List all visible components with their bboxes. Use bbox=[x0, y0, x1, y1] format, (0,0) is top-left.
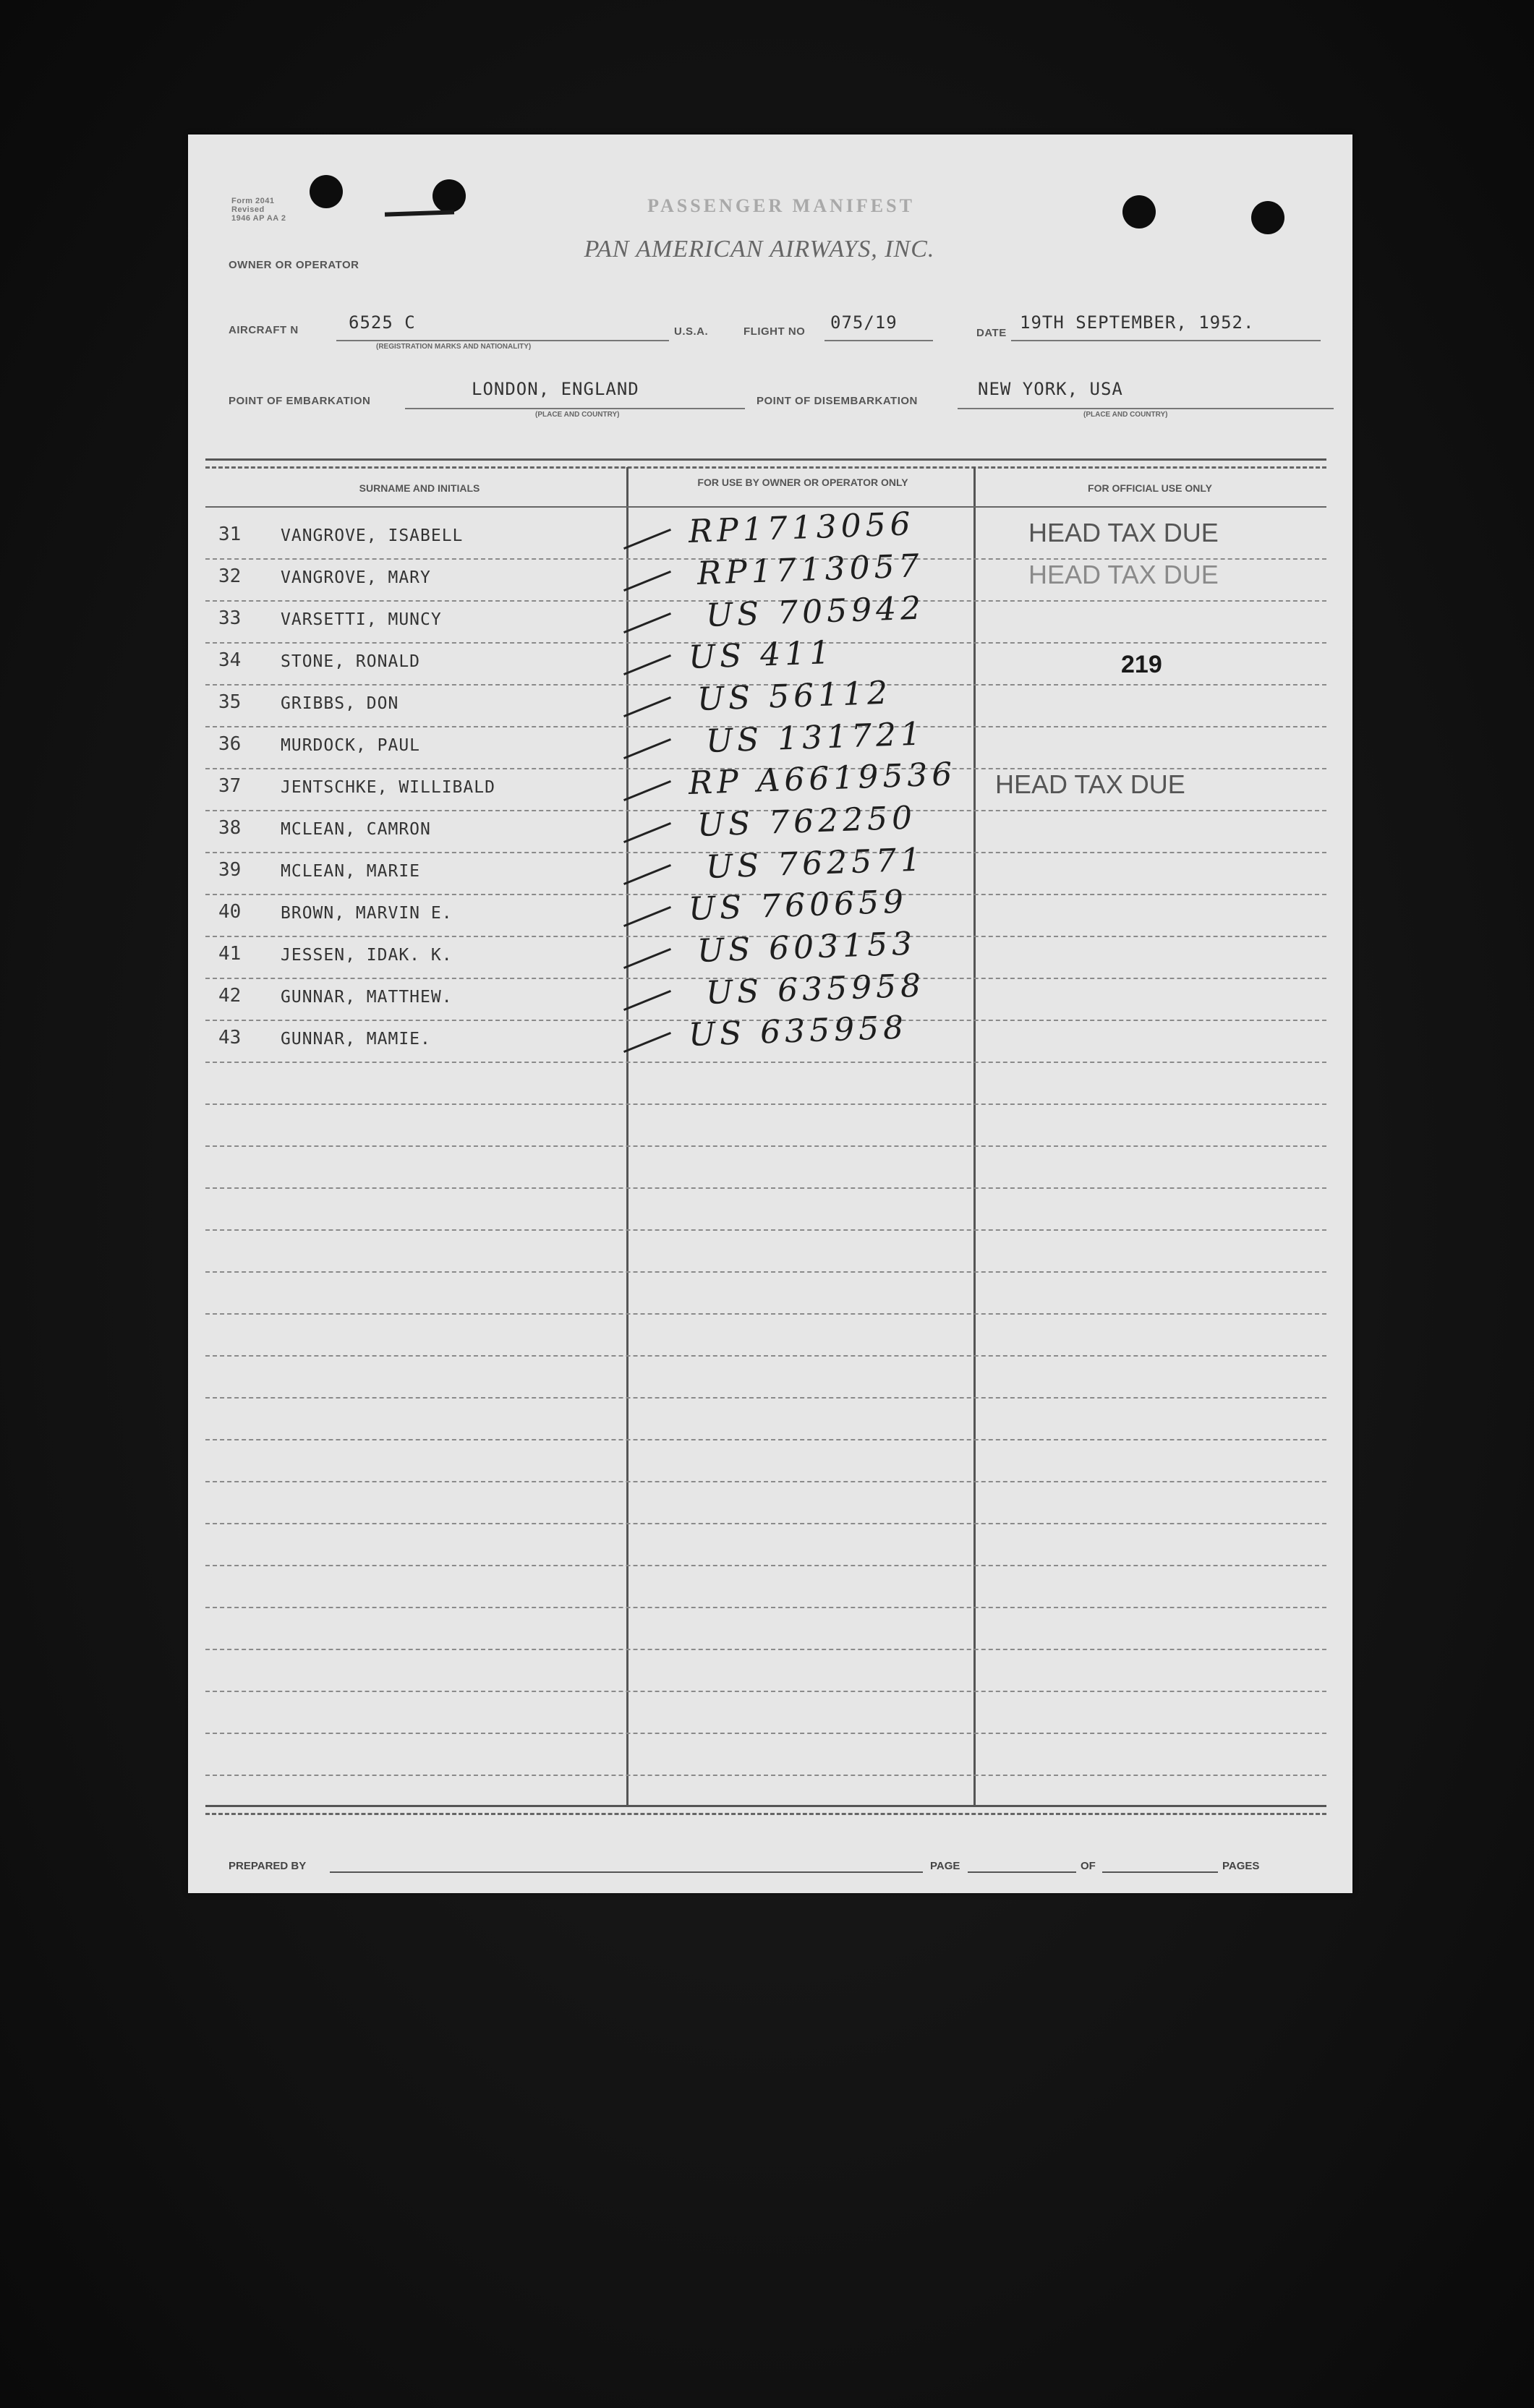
punch-hole-2 bbox=[432, 179, 466, 213]
row-rule bbox=[205, 1733, 1326, 1734]
col-head-official-use: FOR OFFICIAL USE ONLY bbox=[1088, 482, 1212, 494]
passenger-number: 42 bbox=[218, 985, 242, 1007]
punch-hole-1 bbox=[310, 175, 343, 208]
of-label: OF bbox=[1081, 1860, 1096, 1872]
manifest-sheet bbox=[188, 135, 1352, 1893]
passenger-name: GRIBBS, DON bbox=[281, 694, 399, 713]
passenger-number: 35 bbox=[218, 691, 242, 713]
check-mark bbox=[623, 906, 671, 927]
passport-number: US 131721 bbox=[705, 715, 926, 760]
passenger-number: 37 bbox=[218, 775, 242, 797]
check-mark bbox=[623, 738, 671, 759]
passenger-number: 36 bbox=[218, 733, 242, 755]
passport-number: RP A6619536 bbox=[688, 756, 958, 802]
check-mark bbox=[623, 990, 671, 1011]
row-rule bbox=[205, 1691, 1326, 1692]
check-mark bbox=[623, 780, 671, 801]
prepared-by-underline bbox=[330, 1871, 923, 1873]
official-note: HEAD TAX DUE bbox=[995, 769, 1185, 799]
passport-number: US 635958 bbox=[688, 1009, 908, 1054]
col-head-name: SURNAME AND INITIALS bbox=[359, 482, 480, 494]
form-number: Form 2041 Revised 1946 AP AA 2 bbox=[231, 197, 286, 223]
ink-dash-mark bbox=[385, 210, 454, 216]
col-head-owner-use: FOR USE BY OWNER OR OPERATOR ONLY bbox=[697, 477, 908, 488]
passenger-number: 41 bbox=[218, 943, 242, 965]
check-mark bbox=[623, 696, 671, 717]
passenger-name: MCLEAN, MARIE bbox=[281, 862, 421, 881]
aircraft-value: 6525 C bbox=[349, 312, 416, 333]
passenger-name: JESSEN, IDAK. K. bbox=[281, 946, 453, 965]
passenger-number: 34 bbox=[218, 649, 242, 671]
passport-number: RP1713056 bbox=[688, 505, 916, 550]
usa-label: U.S.A. bbox=[674, 325, 709, 338]
row-rule bbox=[205, 1062, 1326, 1063]
passport-number: US 635958 bbox=[705, 967, 926, 1012]
embark-sub: (PLACE AND COUNTRY) bbox=[535, 411, 620, 419]
pages-label: PAGES bbox=[1222, 1860, 1260, 1872]
passenger-name: BROWN, MARVIN E. bbox=[281, 904, 453, 923]
check-mark bbox=[623, 864, 671, 885]
table-bottom-rule bbox=[205, 1805, 1326, 1815]
flight-label: FLIGHT NO bbox=[743, 325, 806, 338]
row-rule bbox=[205, 1397, 1326, 1399]
page-label: PAGE bbox=[930, 1860, 960, 1872]
passenger-name: JENTSCHKE, WILLIBALD bbox=[281, 778, 495, 797]
row-rule bbox=[205, 1481, 1326, 1482]
passport-number: US 56112 bbox=[696, 674, 892, 718]
passport-number: US 762571 bbox=[705, 841, 926, 886]
header-rule bbox=[205, 506, 1326, 508]
passport-number: US 762250 bbox=[696, 799, 917, 844]
page-underline bbox=[968, 1871, 1076, 1873]
row-rule bbox=[205, 1187, 1326, 1189]
company-name: PAN AMERICAN AIRWAYS, INC. bbox=[584, 236, 935, 262]
row-rule bbox=[205, 1145, 1326, 1147]
passenger-number: 31 bbox=[218, 524, 242, 545]
passenger-number: 43 bbox=[218, 1027, 242, 1049]
passenger-number: 32 bbox=[218, 565, 242, 587]
punch-hole-4 bbox=[1251, 201, 1284, 234]
passport-number: RP1713057 bbox=[696, 547, 924, 592]
date-value: 19TH SEPTEMBER, 1952. bbox=[1020, 312, 1255, 333]
manifest-title: PASSENGER MANIFEST bbox=[647, 195, 915, 216]
passenger-number: 33 bbox=[218, 607, 242, 629]
column-divider-1 bbox=[626, 467, 628, 1805]
passenger-name: VARSETTI, MUNCY bbox=[281, 610, 442, 629]
check-mark bbox=[623, 822, 671, 843]
row-rule bbox=[205, 1439, 1326, 1440]
passenger-name: STONE, RONALD bbox=[281, 652, 421, 671]
passport-number: US 603153 bbox=[696, 925, 917, 970]
check-mark bbox=[623, 612, 671, 633]
disembark-sub: (PLACE AND COUNTRY) bbox=[1083, 411, 1168, 419]
passport-number: US 705942 bbox=[705, 589, 926, 634]
disembark-value: NEW YORK, USA bbox=[978, 379, 1123, 399]
check-mark bbox=[623, 948, 671, 969]
stamp-number: 219 bbox=[1121, 651, 1162, 678]
check-mark bbox=[623, 571, 671, 592]
passenger-number: 40 bbox=[218, 901, 242, 923]
punch-hole-3 bbox=[1122, 195, 1156, 229]
passenger-name: VANGROVE, ISABELL bbox=[281, 526, 464, 545]
passenger-number: 38 bbox=[218, 817, 242, 839]
flight-underline bbox=[824, 340, 933, 341]
aircraft-underline bbox=[336, 340, 669, 341]
row-rule bbox=[205, 1313, 1326, 1315]
passenger-name: MURDOCK, PAUL bbox=[281, 736, 421, 755]
embark-label: POINT OF EMBARKATION bbox=[229, 395, 371, 407]
aircraft-sub: (REGISTRATION MARKS AND NATIONALITY) bbox=[376, 343, 532, 351]
row-rule bbox=[205, 1775, 1326, 1776]
row-rule bbox=[205, 1355, 1326, 1357]
row-rule bbox=[205, 1565, 1326, 1566]
row-rule bbox=[205, 1649, 1326, 1650]
date-label: DATE bbox=[976, 327, 1007, 339]
row-rule bbox=[205, 1271, 1326, 1273]
disembark-underline bbox=[958, 408, 1334, 409]
official-note: HEAD TAX DUE bbox=[1028, 560, 1219, 589]
check-mark bbox=[623, 1032, 671, 1053]
passenger-name: GUNNAR, MATTHEW. bbox=[281, 988, 453, 1007]
aircraft-label: AIRCRAFT N bbox=[229, 324, 299, 336]
row-rule bbox=[205, 1103, 1326, 1105]
check-mark bbox=[623, 529, 671, 550]
embark-underline bbox=[405, 408, 745, 409]
passenger-name: VANGROVE, MARY bbox=[281, 568, 431, 587]
passport-number: US 411 bbox=[688, 633, 835, 676]
owner-label: OWNER OR OPERATOR bbox=[229, 259, 359, 271]
column-divider-2 bbox=[973, 467, 976, 1805]
row-rule bbox=[205, 1523, 1326, 1524]
passenger-name: MCLEAN, CAMRON bbox=[281, 820, 431, 839]
table-top-rule bbox=[205, 458, 1326, 469]
date-underline bbox=[1011, 340, 1321, 341]
official-note: HEAD TAX DUE bbox=[1028, 518, 1219, 547]
passenger-name: GUNNAR, MAMIE. bbox=[281, 1030, 431, 1049]
disembark-label: POINT OF DISEMBARKATION bbox=[757, 395, 918, 407]
passport-number: US 760659 bbox=[688, 883, 908, 928]
row-rule bbox=[205, 1229, 1326, 1231]
check-mark bbox=[623, 654, 671, 675]
passenger-number: 39 bbox=[218, 859, 242, 881]
row-rule bbox=[205, 1607, 1326, 1608]
of-underline bbox=[1102, 1871, 1218, 1873]
embark-value: LONDON, ENGLAND bbox=[472, 379, 639, 399]
prepared-by-label: PREPARED BY bbox=[229, 1860, 307, 1872]
flight-value: 075/19 bbox=[830, 312, 898, 333]
